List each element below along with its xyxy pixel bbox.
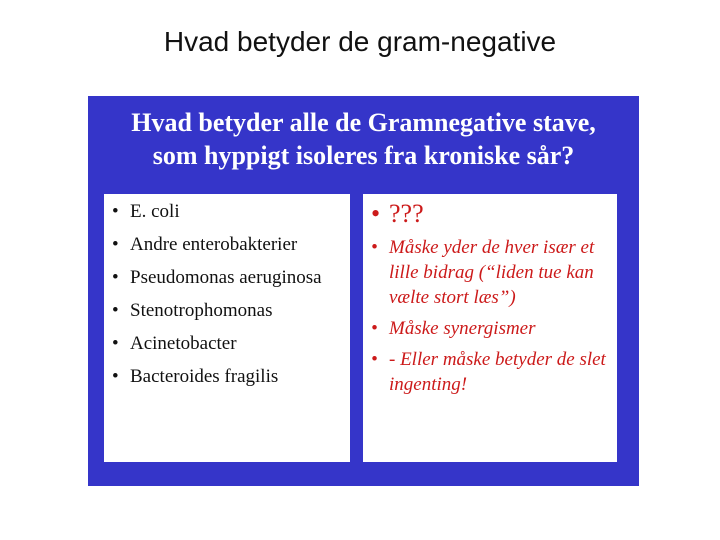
list-item xyxy=(363,347,617,397)
list-item-text: Måske synergismer xyxy=(389,318,536,339)
bullet-icon: • xyxy=(371,237,378,258)
bullet-icon: • xyxy=(112,234,119,255)
organism-list-panel xyxy=(104,194,350,462)
bullet-icon: • xyxy=(112,333,119,354)
bullet-icon: • xyxy=(112,300,119,321)
list-item-text: Måske yder de hver især et lille bidrag (“liden tue kan vælte stort læs”) xyxy=(389,237,595,308)
bullet-icon: • xyxy=(112,267,119,288)
list-item-text: Bacteroides fragilis xyxy=(130,366,279,387)
list-item-text: ??? xyxy=(389,199,424,228)
list-item-text: - Eller måske betyder de slet ingenting! xyxy=(389,349,606,395)
list-item xyxy=(104,364,350,389)
list-item xyxy=(363,199,617,229)
list-item xyxy=(104,232,350,257)
list-item-text: Acinetobacter xyxy=(130,333,237,354)
interpretation-list xyxy=(363,194,617,397)
slide-title xyxy=(88,106,639,172)
list-item xyxy=(363,235,617,310)
page-title: Hvad betyder de gram-negative xyxy=(163,26,557,57)
list-item-text: Andre enterobakterier xyxy=(130,234,298,255)
list-item xyxy=(104,298,350,323)
bullet-icon: • xyxy=(371,318,378,339)
list-item xyxy=(104,265,350,290)
slide xyxy=(88,96,639,486)
list-item xyxy=(104,199,350,224)
list-item-text: Stenotrophomonas xyxy=(130,300,273,321)
list-item xyxy=(363,316,617,341)
list-item-text: E. coli xyxy=(130,201,180,222)
bullet-icon: • xyxy=(371,199,381,228)
organism-list xyxy=(104,194,350,389)
bullet-icon: • xyxy=(371,349,378,370)
slide-title-line-1: Hvad betyder alle de Gramnegative stave, xyxy=(131,108,596,137)
bullet-icon: • xyxy=(112,201,119,222)
slide-title-line-2: som hyppigt isoleres fra kroniske sår? xyxy=(152,141,575,170)
list-item-text: Pseudomonas aeruginosa xyxy=(130,267,322,288)
interpretation-panel xyxy=(363,194,617,462)
bullet-icon: • xyxy=(112,366,119,387)
list-item xyxy=(104,331,350,356)
